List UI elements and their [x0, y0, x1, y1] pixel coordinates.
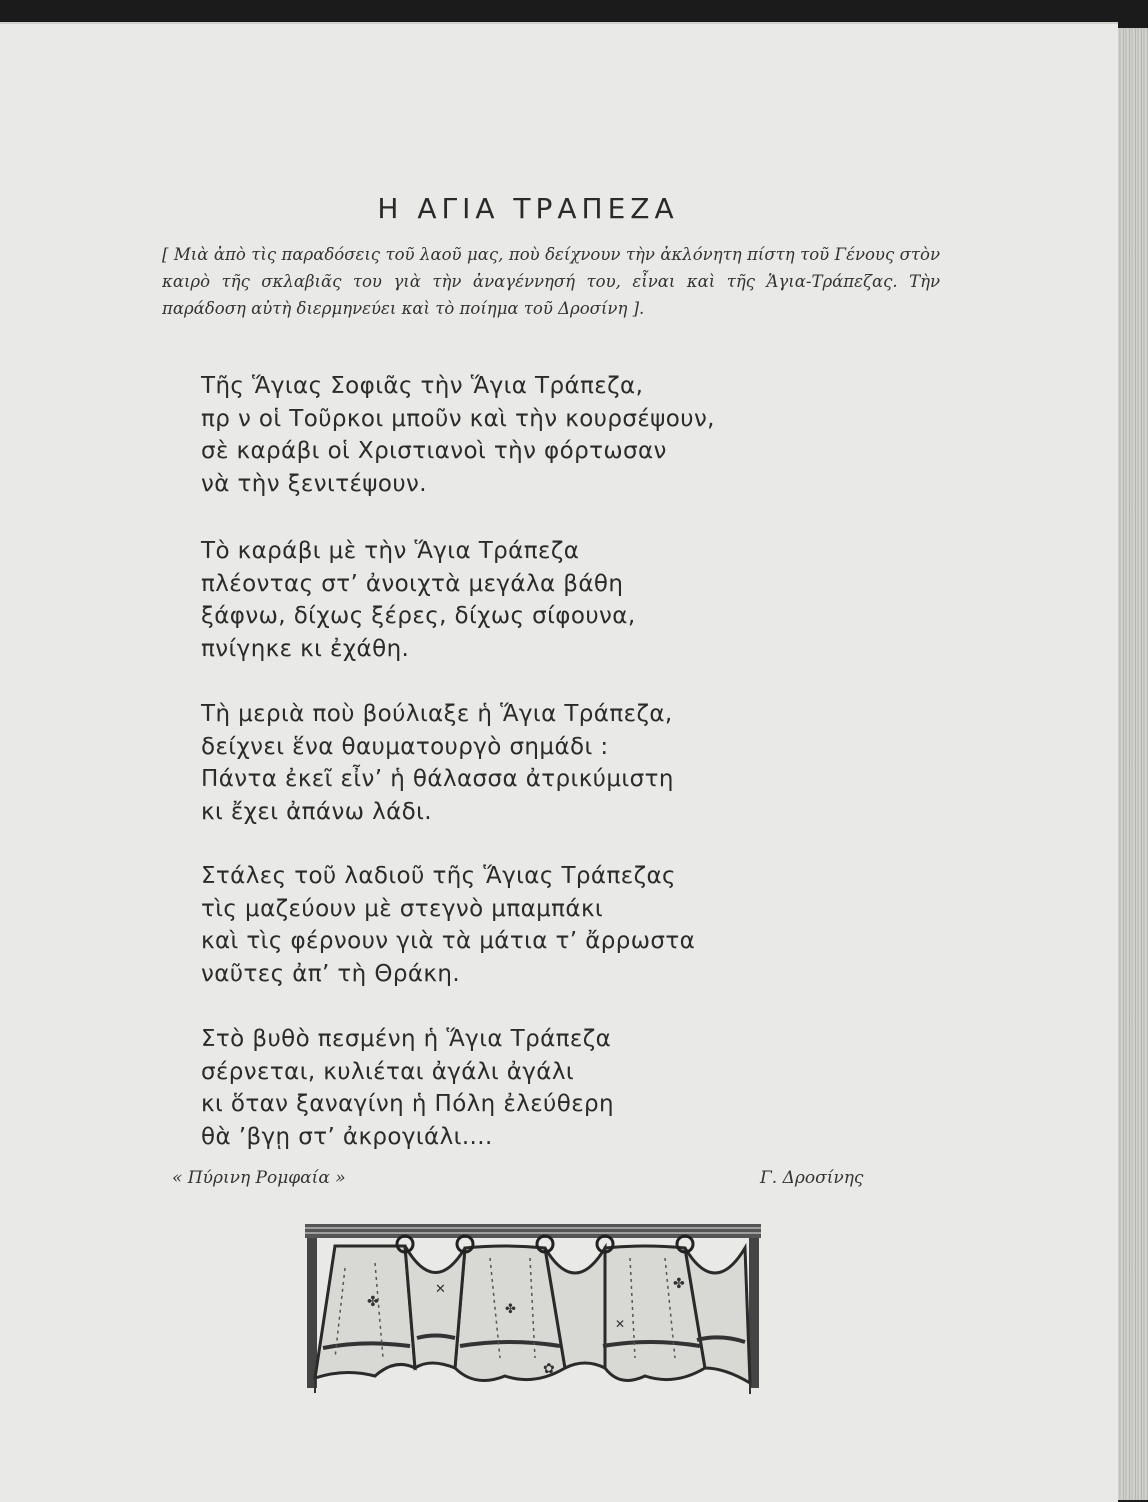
altar-cloth-ornament-icon — [305, 1218, 761, 1396]
verse-line: κι ὅταν ξαναγίνη ἡ Πόλη ἐλεύθερη — [201, 1091, 615, 1117]
verse-line: κι ἔχει ἀπάνω λάδι. — [201, 798, 433, 825]
verse-line: νὰ τὴν ξενιτέψουν. — [201, 470, 427, 497]
verse-line: πνίγηκε κι ἐχάθη. — [201, 635, 410, 662]
verse-line: πρ ν οἱ Τοῦρκοι μποῦν καὶ τὴν κουρσέψουν, — [201, 405, 715, 432]
svg-text:✿: ✿ — [543, 1361, 555, 1377]
source-citation: « Πύρινη Ρομφαία » — [172, 1168, 346, 1188]
stanza-4 — [201, 860, 921, 990]
poem-title: Η ΑΓΙΑ ΤΡΑΠΕΖΑ — [377, 192, 679, 225]
author-signature: Γ. Δροσίνης — [760, 1168, 864, 1188]
verse-line: θὰ ’βγῃ στ’ ἀκρογιάλι.... — [201, 1123, 493, 1150]
verse-line: ξάφνω, δίχως ξέρες, δίχως σίφουνα, — [201, 603, 636, 629]
verse-line: Τὸ καράβι μὲ τὴν Ἅγια Τράπεζα — [201, 538, 580, 564]
verse-line: καὶ τὶς φέρνουν γιὰ τὰ μάτια τ’ ἄρρωστα — [201, 928, 696, 954]
stanza-1 — [201, 370, 921, 500]
verse-line: Τῆς Ἅγιας Σοφιᾶς τὴν Ἅγια Τράπεζα, — [201, 373, 644, 399]
svg-text:✕: ✕ — [435, 1282, 446, 1297]
verse-line: τὶς μαζεύουν μὲ στεγνὸ μπαμπάκι — [201, 895, 604, 922]
svg-text:✤: ✤ — [673, 1276, 685, 1292]
verse-line: Στὸ βυθὸ πεσμένη ἡ Ἅγια Τράπεζα — [201, 1026, 612, 1052]
verse-line: Στάλες τοῦ λαδιοῦ τῆς Ἅγιας Τράπεζας — [201, 863, 676, 889]
svg-text:✕: ✕ — [615, 1317, 626, 1331]
verse-line: δείχνει ἕνα θαυματουργὸ σημάδι : — [201, 733, 609, 760]
verse-line: Τὴ μεριὰ ποὺ βούλιαξε ἡ Ἅγια Τράπεζα, — [201, 701, 673, 727]
page-edge — [1118, 28, 1148, 1500]
svg-text:✤: ✤ — [505, 1302, 516, 1317]
verse-line: ναῦτες ἀπ’ τὴ Θράκη. — [201, 960, 461, 987]
stanza-5 — [201, 1023, 921, 1153]
svg-text:✤: ✤ — [367, 1294, 379, 1310]
verse-line: σὲ καράβι οἱ Χριστιανοὶ τὴν φόρτωσαν — [201, 438, 667, 464]
intro-note: [ Μιὰ ἀπὸ τὶς παραδόσεις τοῦ λαοῦ μας, ποὺ δείχνουν τὴν ἀκλόνητη πίστη τοῦ Γένους στὸν καιρὸ τῆς σκλαβιᾶς του γιὰ τὴν ἀναγέννησή του, εἶναι καὶ τῆς Ἁγια-Τράπεζας. Τὴν παράδοση αὐτὴ διερμηνεύει καὶ τὸ ποίημα τοῦ Δροσίνη ]. — [162, 245, 940, 318]
verse-line: Πάντα ἐκεῖ εἶν’ ἡ θάλασσα ἀτρικύμιστη — [201, 766, 674, 792]
verse-line: σέρνεται, κυλιέται ἀγάλι ἀγάλι — [201, 1058, 575, 1085]
stanza-2 — [201, 535, 921, 665]
verse-line: πλέοντας στ’ ἀνοιχτὰ μεγάλα βάθη — [201, 570, 624, 597]
stanza-3 — [201, 698, 921, 828]
